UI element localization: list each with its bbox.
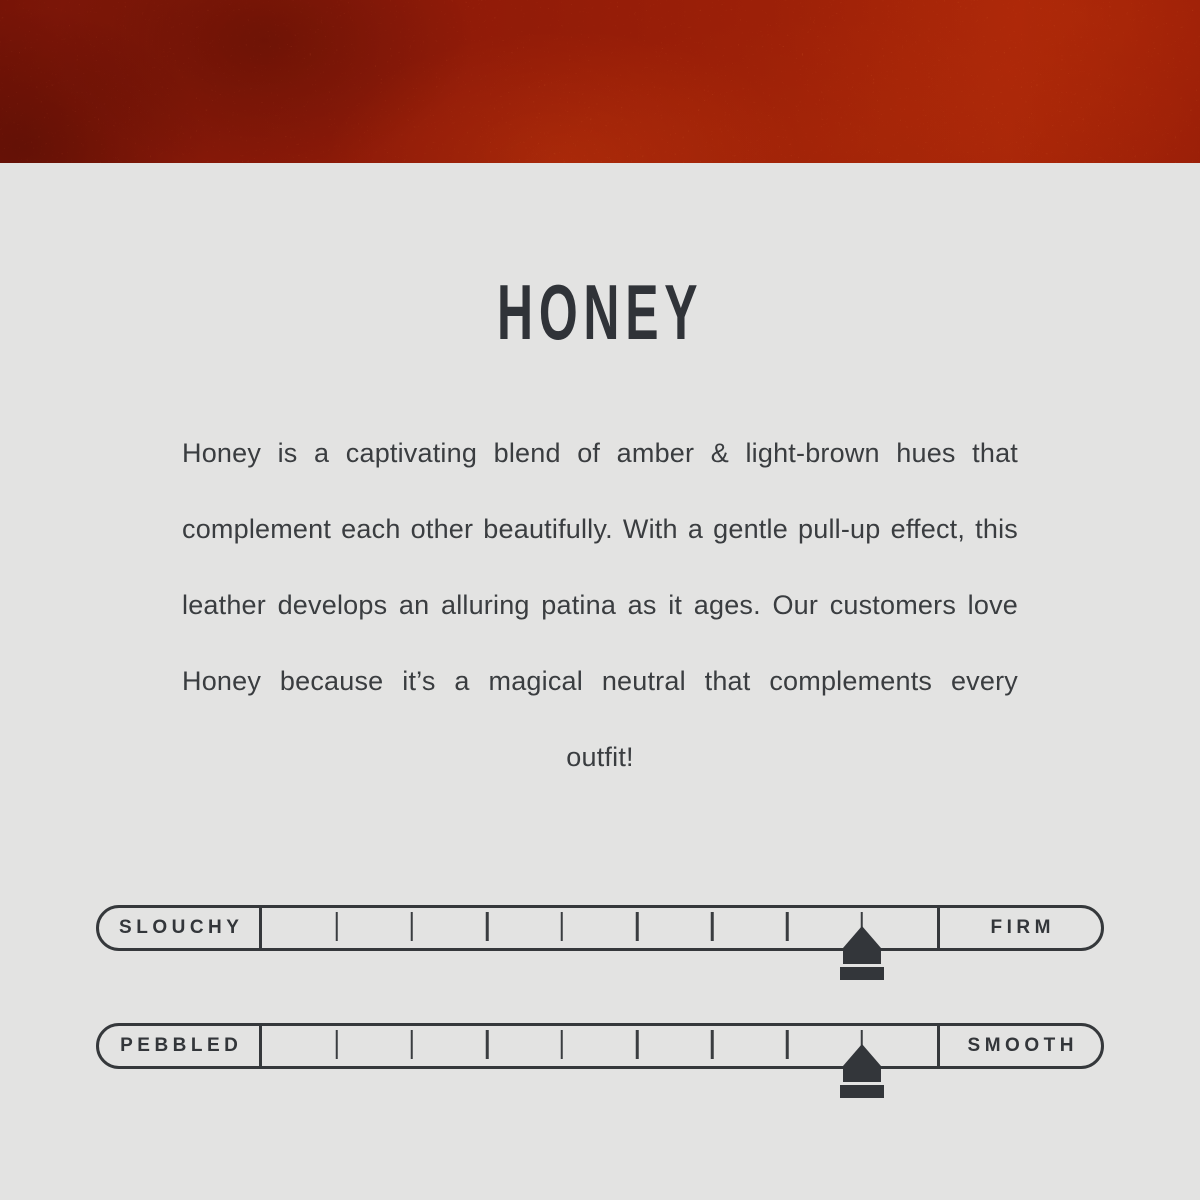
tick-mark — [336, 1030, 339, 1059]
tick-mark — [786, 1030, 789, 1059]
tick-mark — [636, 1030, 639, 1059]
tick-mark — [486, 912, 489, 941]
slider-left-label: PEBBLED — [120, 1035, 243, 1056]
marker-arrow-icon — [843, 926, 881, 964]
page-title: HONEY — [496, 268, 704, 356]
scale-right-section — [937, 908, 1101, 948]
slider-track — [262, 908, 937, 948]
tick-mark — [711, 1030, 714, 1059]
tick-mark — [561, 1030, 564, 1059]
sliders — [96, 905, 1104, 1069]
slider-left-label: SLOUCHY — [119, 917, 244, 938]
color-description: Honey is a captivating blend of amber & light-brown hues that complement each other beautifully. With a gentle pull-up effect, this leather develops an alluring patina as it ages. Our customers love Honey because it’s a magical neutral that complements every outfit! — [182, 438, 1018, 772]
slider-right-label: FIRM — [990, 917, 1055, 938]
scale-left-section — [99, 1026, 262, 1066]
tick-mark — [561, 912, 564, 941]
marker-arrow-icon — [843, 1044, 881, 1082]
slider-right-label: SMOOTH — [967, 1035, 1078, 1056]
slider-marker — [840, 926, 884, 980]
tick-mark — [786, 912, 789, 941]
scale-right-section — [937, 1026, 1101, 1066]
scale-left-section — [99, 908, 262, 948]
attribute-scale — [96, 905, 1104, 951]
tick-mark — [486, 1030, 489, 1059]
marker-base — [840, 967, 884, 980]
slider-marker — [840, 1044, 884, 1098]
tick-mark — [636, 912, 639, 941]
leather-texture-banner — [0, 0, 1200, 163]
leather-grain-texture — [0, 0, 1200, 163]
tick-mark — [411, 912, 414, 941]
tick-mark — [411, 1030, 414, 1059]
marker-base — [840, 1085, 884, 1098]
attribute-scale — [96, 1023, 1104, 1069]
slider-track — [262, 1026, 937, 1066]
tick-mark — [336, 912, 339, 941]
tick-mark — [711, 912, 714, 941]
title-wrap — [0, 163, 1200, 356]
